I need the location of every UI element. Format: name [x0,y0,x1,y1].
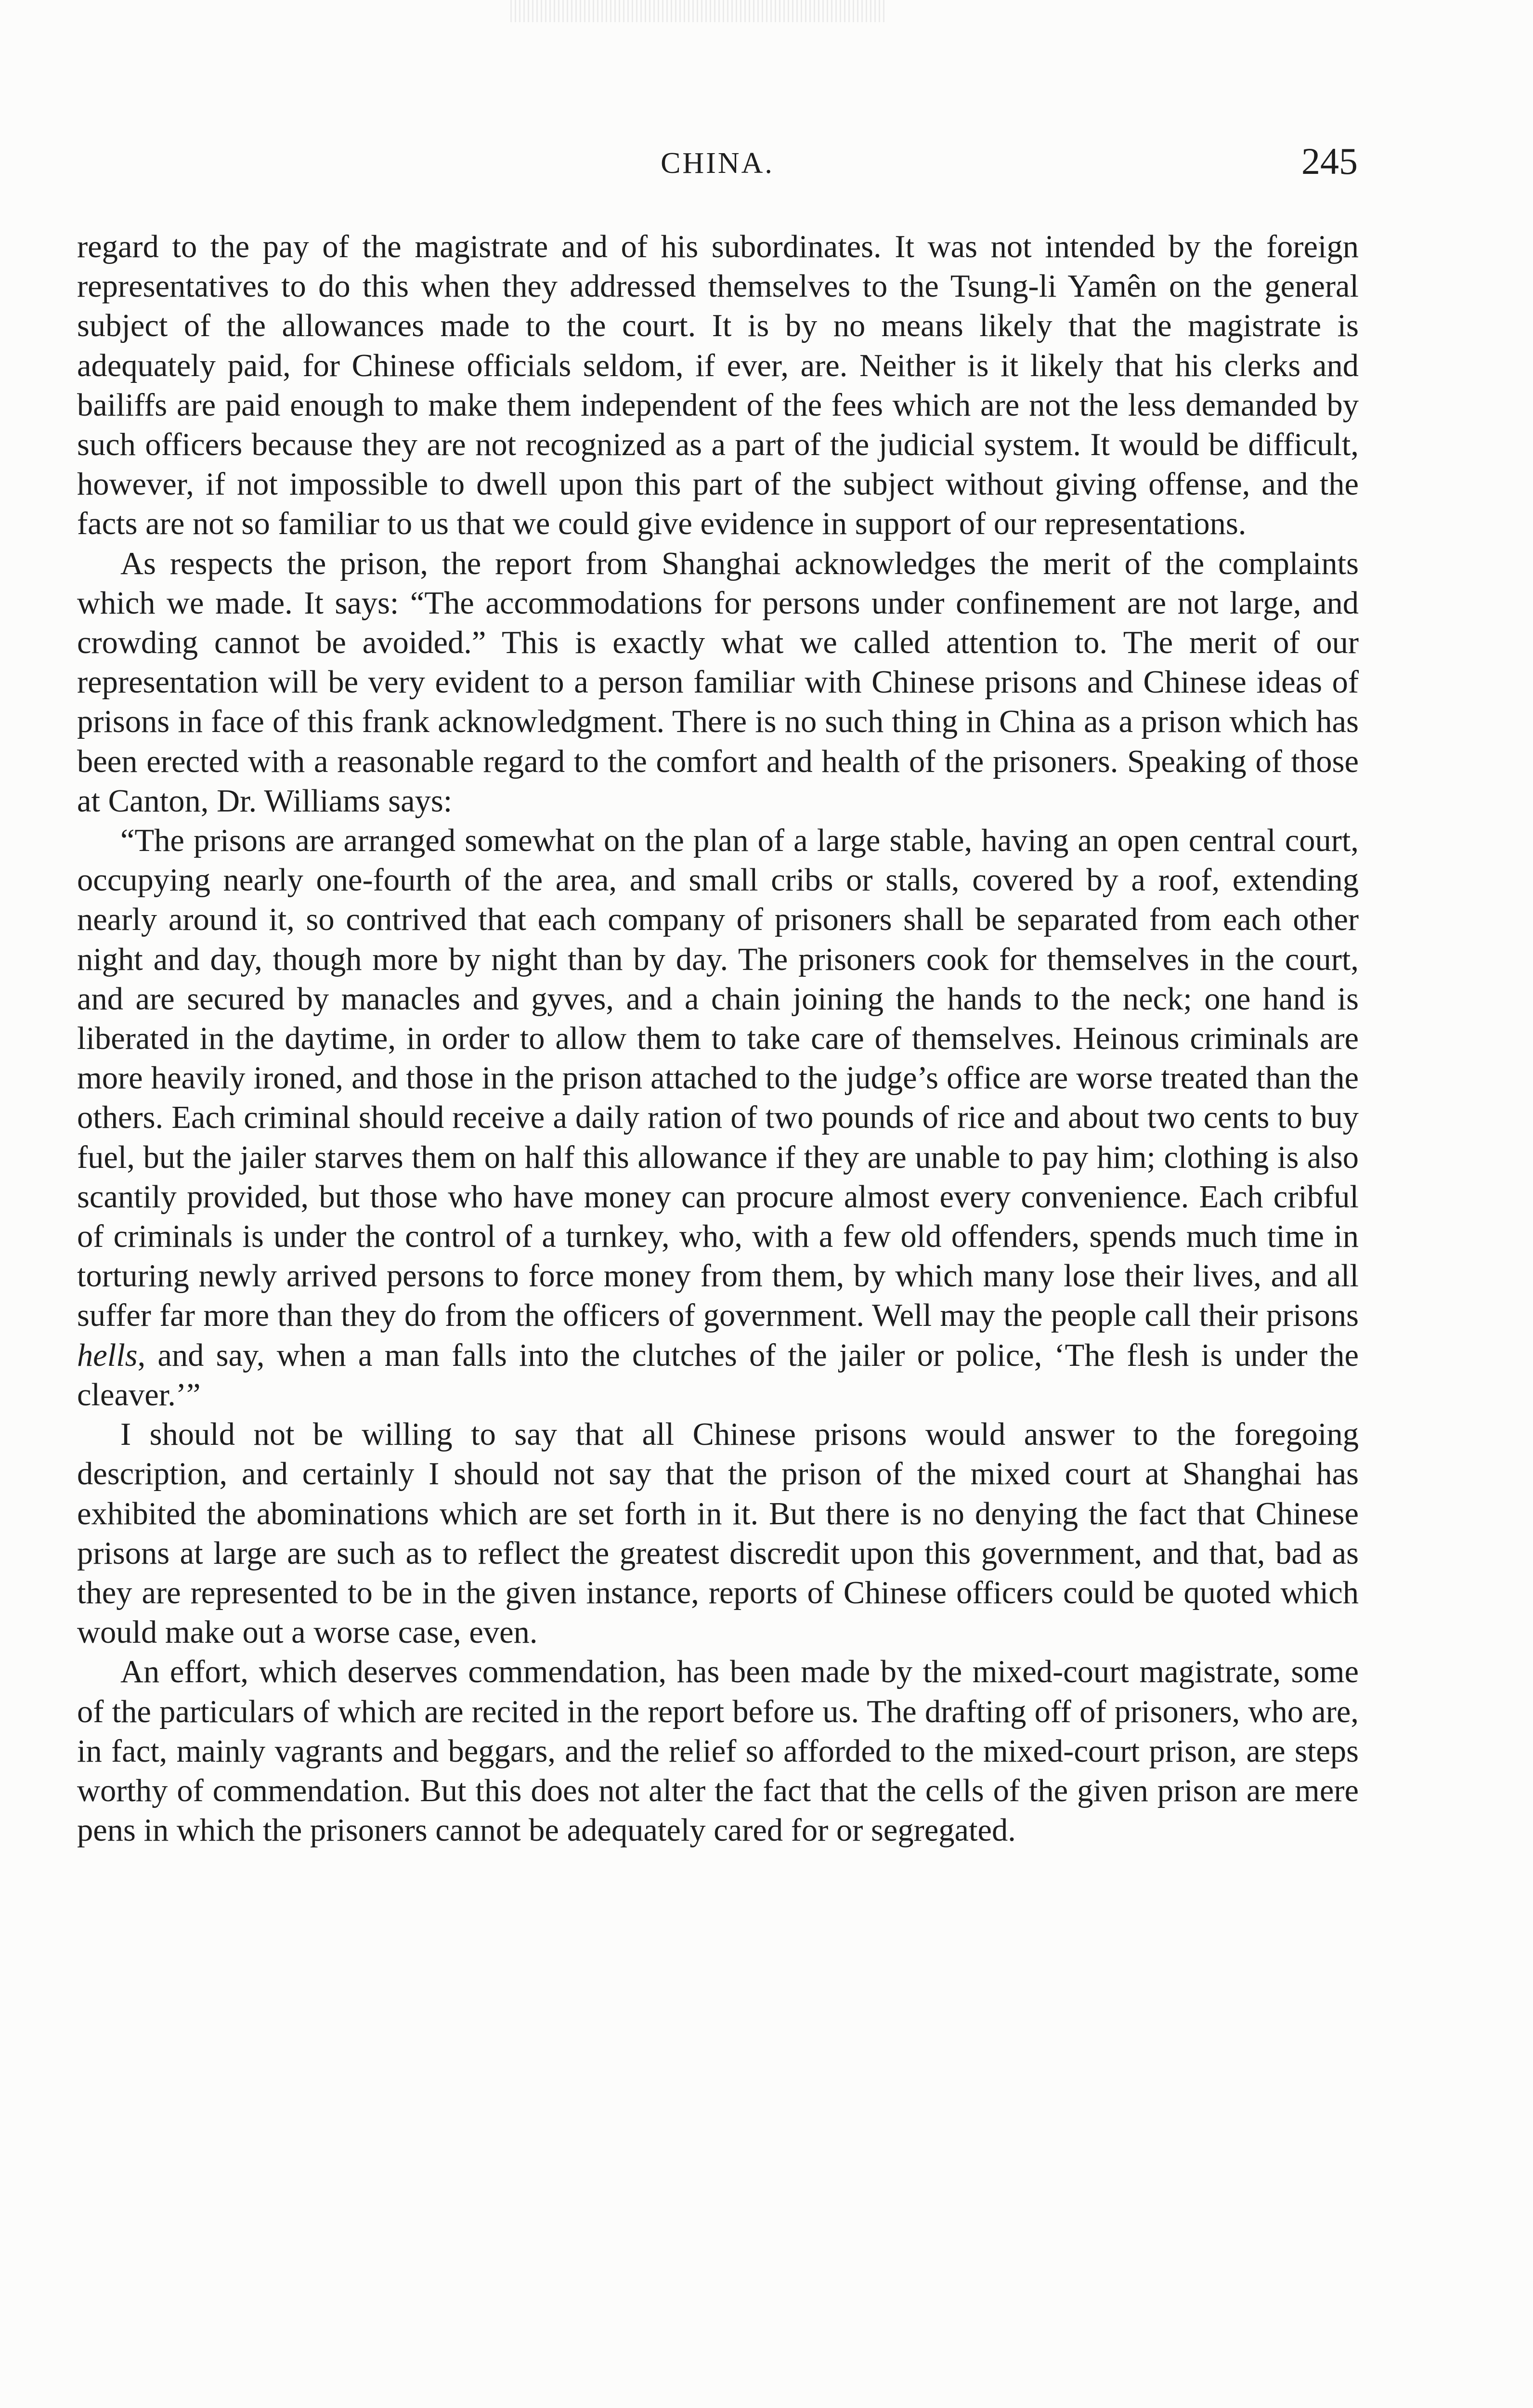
paragraph-mixed-court-effort: An effort, which deserves commendation, has been made by the mixed-court magistrate, some of the particulars of which are recited in the report before us. The drafting off of prisoners, who are, in fact, mainly vagrants and beggars, and the relief so afforded to the mixed-court prison, are steps worthy of commendation. But this does not alter the fact that the cells of the given prison are mere pens in which the prisoners cannot be adequately cared for or segregated. [77,1654,1359,1848]
emphasis-hells: hells [77,1337,138,1373]
page-body [77,227,1359,1850]
bleed-through-marks [510,0,886,22]
quote-text-end: , and say, when a man falls into the clutches of the jailer or police, ‘The flesh is under the cleaver.’” [77,1337,1359,1413]
paragraph-continued: regard to the pay of the magistrate and of his subordinates. It was not intended by the foreign representatives to do this when they addressed themselves to the Tsung-li Yamên on the general subject of the allowances made to the court. It is by no means likely that the magistrate is adequately paid, for Chinese officials seldom, if ever, are. Neither is it likely that his clerks and bailiffs are paid enough to make them independent of the fees which are not the less demanded by such officers because they are not recognized as a part of the judicial system. It would be difficult, however, if not impossible to dwell upon this part of the subject without giving offense, and the facts are not so familiar to us that we could give evidence in support of our representations. [77,229,1359,542]
page-header [77,140,1358,193]
page-number: 245 [1301,140,1358,182]
running-head: CHINA. [661,147,774,180]
quote-text: “The prisons are arranged somewhat on the plan of a large stable, having an open central court, occupying nearly one-fourth of the area, and small cribs or stalls, covered by a roof, extending nearly around it, so contrived that each company of prisoners shall be separated from each other night and day, though more by night than by day. The prisoners cook for themselves in the court, and are secured by manacles and gyves, and a chain joining the hands to the neck; one hand is liberated in the daytime, in order to allow them to take care of themselves. Heinous criminals are more heavily ironed, and those in the prison attached to the judge’s office are worse treated than the others. Each criminal should receive a daily ration of two pounds of rice and about two cents to buy fuel, but the jailer starves them on half this allowance if they are unable to pay him; clothing is also scantily provided, but those who have money can procure almost every convenience. Each cribful of criminals is under the control of a turnkey, who, with a few old offenders, spends much time in torturing newly arrived persons to force money from them, by which many lose their lives, and all suffer far more than they do from the officers of government. Well may the people call their prisons [77,823,1359,1334]
paragraph-prison-report: As respects the prison, the report from Shanghai acknowledges the merit of the complaints which we made. It says: “The accommodations for persons under confinement are not large, and crowding cannot be avoided.” This is exactly what we called attention to. The merit of our representation will be very evident to a person familiar with Chinese prisons and Chinese ideas of prisons in face of this frank acknowledgment. There is no such thing in China as a prison which has been erected with a reasonable regard to the comfort and health of the prisoners. Speaking of those at Canton, Dr. Williams says: [77,546,1359,819]
paragraph-williams-quote [77,821,1359,1415]
paragraph-chinese-prisons: I should not be willing to say that all Chinese prisons would answer to the foregoing description, and certainly I should not say that the prison of the mixed court at Shanghai has exhibited the abominations which are set forth in it. But there is no denying the fact that Chinese prisons at large are such as to reflect the greatest discredit upon this government, and that, bad as they are represented to be in the given instance, reports of Chinese officers could be quoted which would make out a worse case, even. [77,1417,1359,1650]
